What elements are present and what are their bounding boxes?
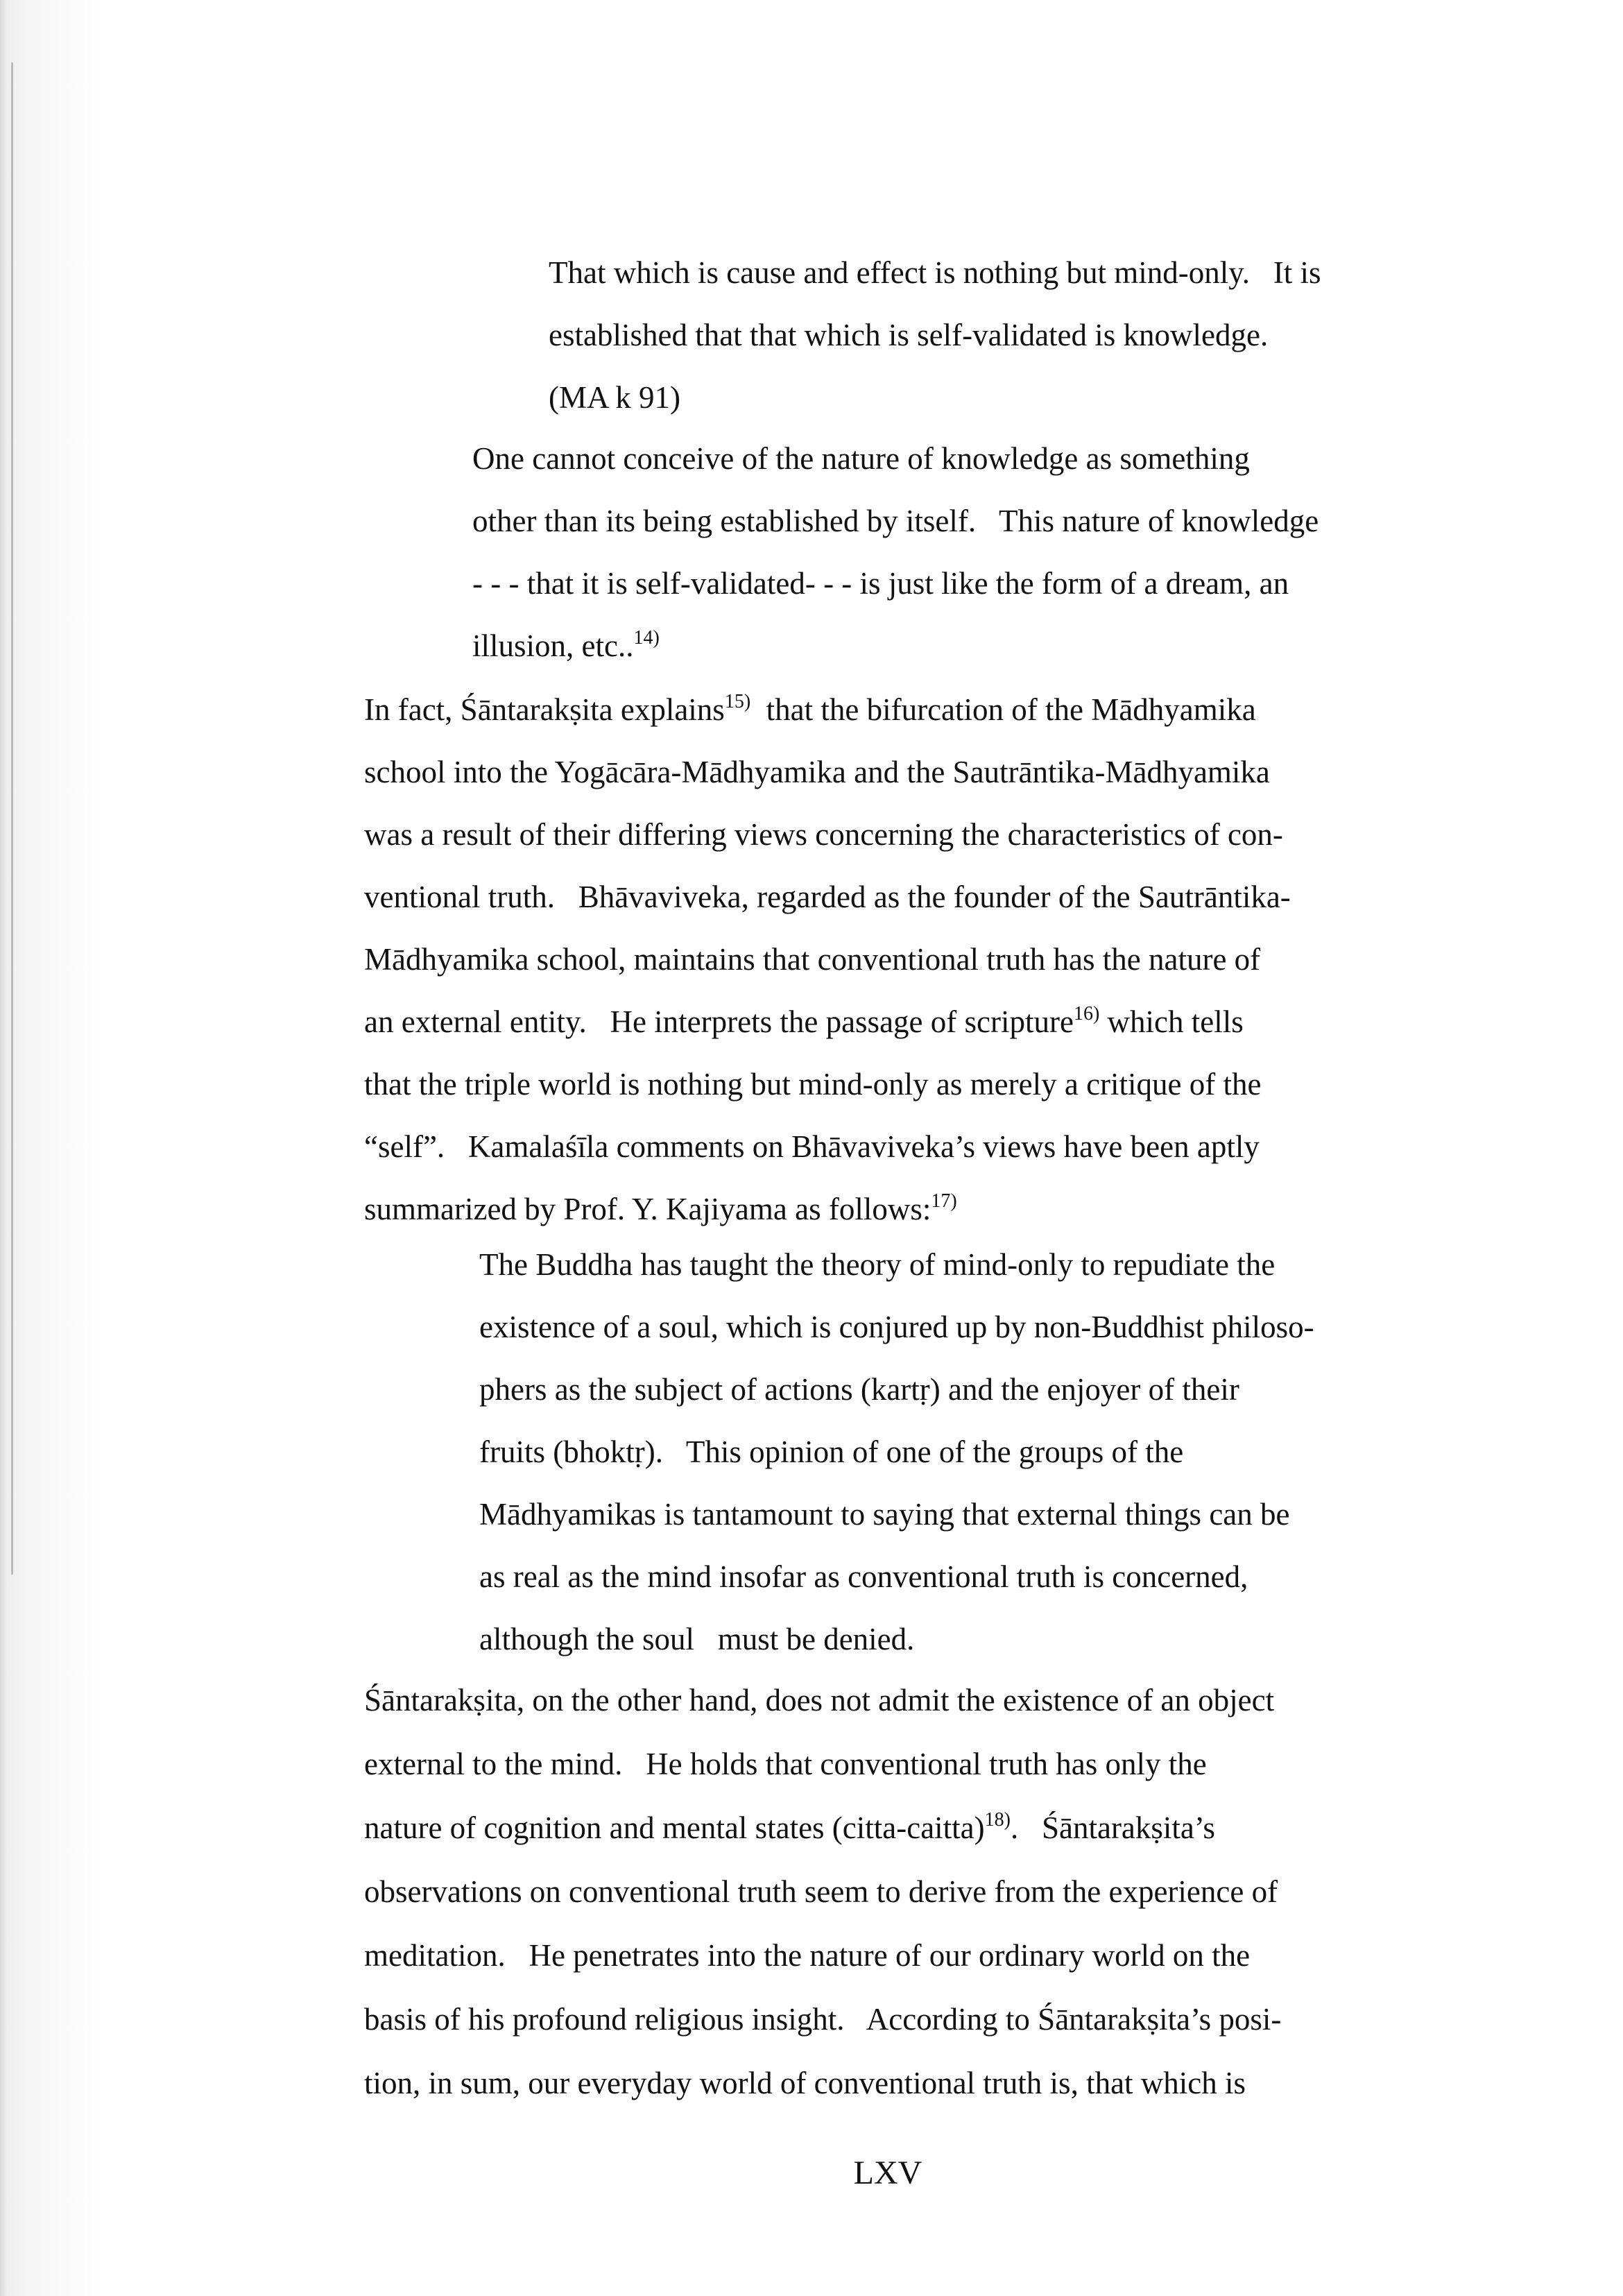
footnote-marker: 15): [724, 691, 751, 712]
line-text: although the soul must be denied.: [479, 1622, 915, 1656]
quote-commentary: [472, 427, 1319, 677]
line-text: - - - that it is self-validated- - - is just like the form of a dream, an: [472, 566, 1289, 601]
line-text-continued: . Śāntarakṣita’s: [1010, 1810, 1215, 1845]
line-text: summarized by Prof. Y. Kajiyama as follows:: [364, 1192, 931, 1226]
text-line: [479, 1545, 1314, 1608]
text-line: [364, 1924, 1281, 1987]
line-text: other than its being established by itself. This nature of knowledge: [472, 504, 1319, 538]
line-text: One cannot conceive of the nature of knowledge as something: [472, 441, 1250, 476]
text-line: [479, 1358, 1314, 1421]
footnote-marker: 17): [931, 1190, 957, 1212]
line-text: basis of his profound religious insight. According to Śāntarakṣita’s posi-: [364, 2002, 1282, 2037]
text-line: [364, 678, 1291, 741]
text-line: [549, 304, 1321, 366]
line-text: external to the mind. He holds that conventional truth has only the: [364, 1747, 1207, 1781]
text-line: [472, 427, 1319, 490]
line-text: established that that which is self-validated is knowledge.: [549, 318, 1269, 352]
quote-kajiyama: [479, 1233, 1314, 1670]
scan-binding-shadow: [11, 62, 13, 1575]
text-line: [364, 741, 1291, 803]
scan-edge-artifact: [0, 0, 104, 2296]
text-line: [364, 803, 1291, 866]
text-line: [472, 552, 1319, 615]
line-text: “self”. Kamalaśīla comments on Bhāvaviveka’s views have been aptly: [364, 1129, 1260, 1164]
text-line: [364, 1987, 1281, 2051]
page-number: LXV: [853, 2154, 922, 2191]
text-line: [479, 1296, 1314, 1358]
line-text: (MA k 91): [549, 380, 680, 415]
text-line: [364, 1796, 1281, 1860]
line-text: as real as the mind insofar as conventional truth is concerned,: [479, 1559, 1248, 1594]
text-line: [479, 1421, 1314, 1483]
body-paragraph-1: [364, 678, 1291, 1240]
line-text: meditation. He penetrates into the nature of our ordinary world on the: [364, 1938, 1251, 1973]
line-text-continued: which tells: [1099, 1004, 1244, 1039]
line-text: fruits (bhoktṛ). This opinion of one of the groups of the: [479, 1434, 1184, 1469]
line-text: Mādhyamikas is tantamount to saying that external things can be: [479, 1497, 1290, 1532]
line-text: That which is cause and effect is nothing but mind-only. It is: [549, 255, 1321, 290]
text-line: [364, 1860, 1281, 1924]
line-text: Mādhyamika school, maintains that conventional truth has the nature of: [364, 942, 1261, 977]
line-text: existence of a soul, which is conjured up by non-Buddhist philoso-: [479, 1310, 1314, 1344]
line-text: observations on conventional truth seem to derive from the experience of: [364, 1874, 1278, 1909]
footnote-marker: 18): [984, 1809, 1011, 1831]
text-line: [364, 991, 1291, 1053]
text-line: [364, 2051, 1281, 2115]
text-line: [364, 1178, 1291, 1240]
line-text: an external entity. He interprets the passage of scripture: [364, 1004, 1074, 1039]
line-text: nature of cognition and mental states (citta-caitta): [364, 1810, 985, 1845]
quote-ma-k91: [549, 241, 1321, 429]
line-text: The Buddha has taught the theory of mind-only to repudiate the: [479, 1247, 1276, 1282]
text-line: [364, 1668, 1281, 1732]
footnote-marker: 16): [1073, 1003, 1100, 1025]
line-text: illusion, etc..: [472, 628, 634, 663]
line-text-continued: that the bifurcation of the Mādhyamika: [750, 692, 1256, 727]
line-text: ventional truth. Bhāvaviveka, regarded as the founder of the Sautrāntika-: [364, 880, 1291, 914]
text-line: [364, 1732, 1281, 1796]
text-line: [364, 866, 1291, 928]
text-line: [472, 490, 1319, 552]
text-line: [364, 1053, 1291, 1115]
text-line: [479, 1233, 1314, 1296]
text-line: [479, 1483, 1314, 1545]
text-line: [472, 615, 1319, 677]
line-text: phers as the subject of actions (kartṛ) and the enjoyer of their: [479, 1372, 1239, 1407]
footnote-marker: 14): [633, 627, 660, 649]
line-text: tion, in sum, our everyday world of conventional truth is, that which is: [364, 2066, 1246, 2100]
text-line: [549, 366, 1321, 429]
line-text: that the triple world is nothing but mind-only as merely a critique of the: [364, 1067, 1262, 1102]
text-line: [479, 1608, 1314, 1670]
body-paragraph-2: [364, 1668, 1281, 2115]
line-text: Śāntarakṣita, on the other hand, does not admit the existence of an object: [364, 1683, 1275, 1717]
line-text: In fact, Śāntarakṣita explains: [364, 692, 725, 727]
line-text: school into the Yogācāra-Mādhyamika and the Sautrāntika-Mādhyamika: [364, 755, 1270, 789]
text-line: [364, 1115, 1291, 1178]
text-line: [364, 928, 1291, 991]
line-text: was a result of their differing views concerning the characteristics of con-: [364, 817, 1283, 852]
text-line: [549, 241, 1321, 304]
